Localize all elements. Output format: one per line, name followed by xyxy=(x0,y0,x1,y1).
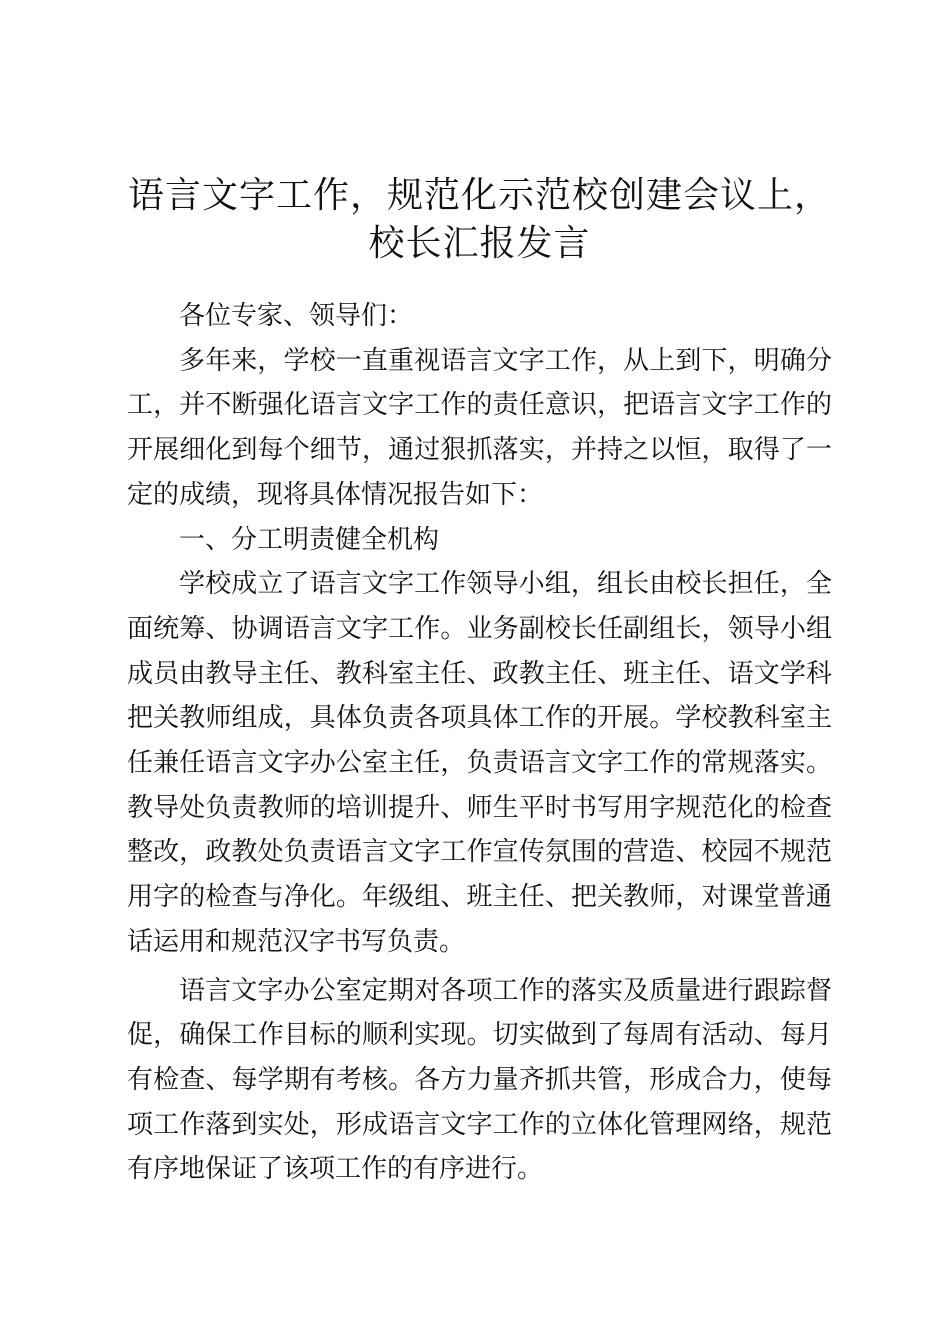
paragraph-supervision: 语言文字办公室定期对各项工作的落实及质量进行跟踪督促，确保工作目标的顺利实现。切实做到了每周有活动、每月有检查、每学期有考核。各方力量齐抓共管，形成合力，使每项工作落到实处，形成语言文字工作的立体化管理网络，规范有序地保证了该项工作的有序进行。 xyxy=(127,975,832,1185)
document-title: 语言文字工作，规范化示范校创建会议上，校长汇报发言 xyxy=(127,175,831,264)
salutation: 各位专家、领导们： xyxy=(179,301,414,331)
paragraph-intro: 多年来，学校一直重视语言文字工作，从上到下，明确分工，并不断强化语言文字工作的责任意识，把语言文字工作的开展细化到每个细节，通过狠抓落实，并持之以恒，取得了一定的成绩，现将具体情况报告如下： xyxy=(127,345,832,510)
paragraph-organization: 学校成立了语言文字工作领导小组，组长由校长担任，全面统筹、协调语言文字工作。业务副校长任副组长，领导小组成员由教导主任、教科室主任、政教主任、班主任、语文学科把关教师组成，具体负责各项具体工作的开展。学校教科室主任兼任语言文字办公室主任，负责语言文字工作的常规落实。教导处负责教师的培训提升、师生平时书写用字规范化的检查整改，政教处负责语言文字工作宣传氛围的营造、校园不规范用字的检查与净化。年级组、班主任、把关教师，对课堂普通话运用和规范汉字书写负责。 xyxy=(127,569,832,957)
section-heading-1: 一、分工明责健全机构 xyxy=(179,524,440,555)
